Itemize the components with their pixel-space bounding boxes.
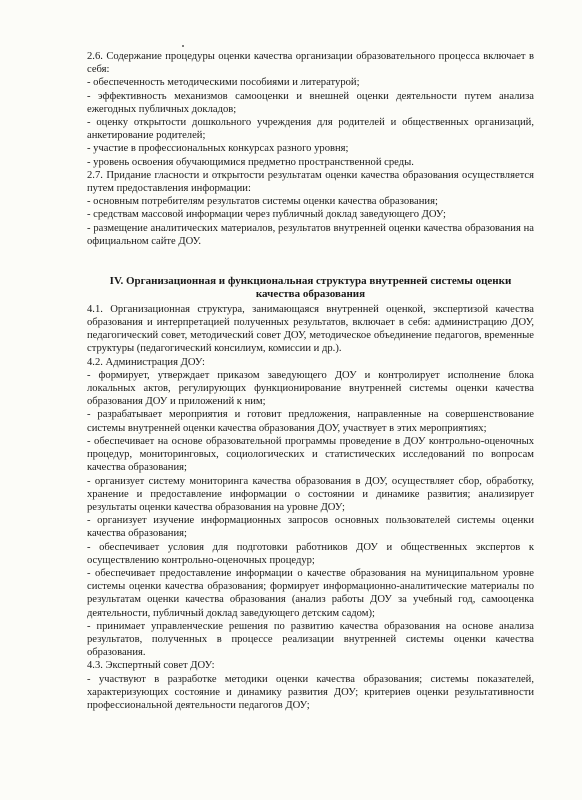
section-4-paragraphs [87,303,534,712]
paragraph: - оценку открытости дошкольного учреждения для родителей и общественных организаций, анкетирование родителей; [87,117,534,142]
paragraph: - эффективность механизмов самооценки и внешней оценки деятельности путем анализа ежегодных публичных докладов; [87,90,534,115]
paragraph: - участие в профессиональных конкурсах разного уровня; [87,143,349,155]
paragraph: - обеспеченность методическими пособиями и литературой; [87,77,360,89]
paragraph: - уровень освоения обучающимися предметно пространственной среды. [87,156,414,168]
paragraph: - средствам массовой информации через публичный доклад заведующего ДОУ; [87,209,446,221]
paragraph: 4.3. Экспертный совет ДОУ: [87,660,215,672]
paragraph: - обеспечивает на основе образовательной программы проведение в ДОУ контрольно-оценочных процедур, мониторинговых, социологических и статистических исследований по вопросам качества образования; [87,435,534,474]
section-gap [87,248,534,275]
section-heading: IV. Организационная и функциональная структура внутренней системы оценки качества образования [109,275,512,301]
scan-speck [182,45,184,47]
paragraph: - формирует, утверждает приказом заведующего ДОУ и контролирует исполнение блока локальных актов, регулирующих функционирование внутренней системы оценки качества образования ДОУ и приложений к ним; [87,369,534,408]
paragraph: 2.7. Придание гласности и открытости результатам оценки качества образования осуществляется путем предоставления информации: [87,169,534,195]
paragraph: - размещение аналитических материалов, результатов внутренней оценки качества образования на официальном сайте ДОУ. [87,222,534,247]
paragraph: - организует систему мониторинга качества образования в ДОУ, осуществляет сбор, обработку, хранение и предоставление информации о состоянии и динамике развития; анализирует результаты оценки качества образования на уровне ДОУ; [87,475,534,513]
paragraph: - организует изучение информационных запросов основных пользователей системы оценки качества образования; [87,515,534,540]
paragraph: 4.1. Организационная структура, занимающаяся внутренней оценкой, экспертизой качества образования и интерпретацией полученных результатов, включает в себя: администрацию ДОУ, педагогический совет, методический совет ДОУ, методическое объединение педагогов, временные структуры (педагогический консилиум, комиссии и др.). [87,303,534,355]
paragraph: - обеспечивает предоставление информации о качестве образования на муниципальном уровне системы оценки качества образования; формирует информационно-аналитические материалы по результатам оценки качества образования (анализ работы ДОУ за учебный год, самооценка деятельности, публичный доклад заведующего детским садом); [87,567,534,619]
section-2-paragraphs [87,50,534,248]
paragraph: - основным потребителям результатов системы оценки качества образования; [87,196,438,208]
paragraph: - принимает управленческие решения по развитию качества образования на основе анализа результатов, полученных в процессе реализации внутренней системы оценки качества образования. [87,620,534,659]
paragraph: 4.2. Администрация ДОУ: [87,356,205,368]
paragraph: - участвуют в разработке методики оценки качества образования; системы показателей, характеризующих состояние и динамику развития ДОУ; критериев оценки результативности профессиональной деятельности педагогов ДОУ; [87,673,534,711]
paragraph: - разрабатывает мероприятия и готовит предложения, направленные на совершенствование системы внутренней оценки качества образования ДОУ, участвует в этих мероприятиях; [87,409,534,434]
paragraph: - обеспечивает условия для подготовки работников ДОУ и общественных экспертов к осуществлению контрольно-оценочных процедур; [87,541,534,566]
document-body [87,50,534,712]
paragraph: 2.6. Содержание процедуры оценки качества организации образовательного процесса включает в себя: [87,51,534,76]
